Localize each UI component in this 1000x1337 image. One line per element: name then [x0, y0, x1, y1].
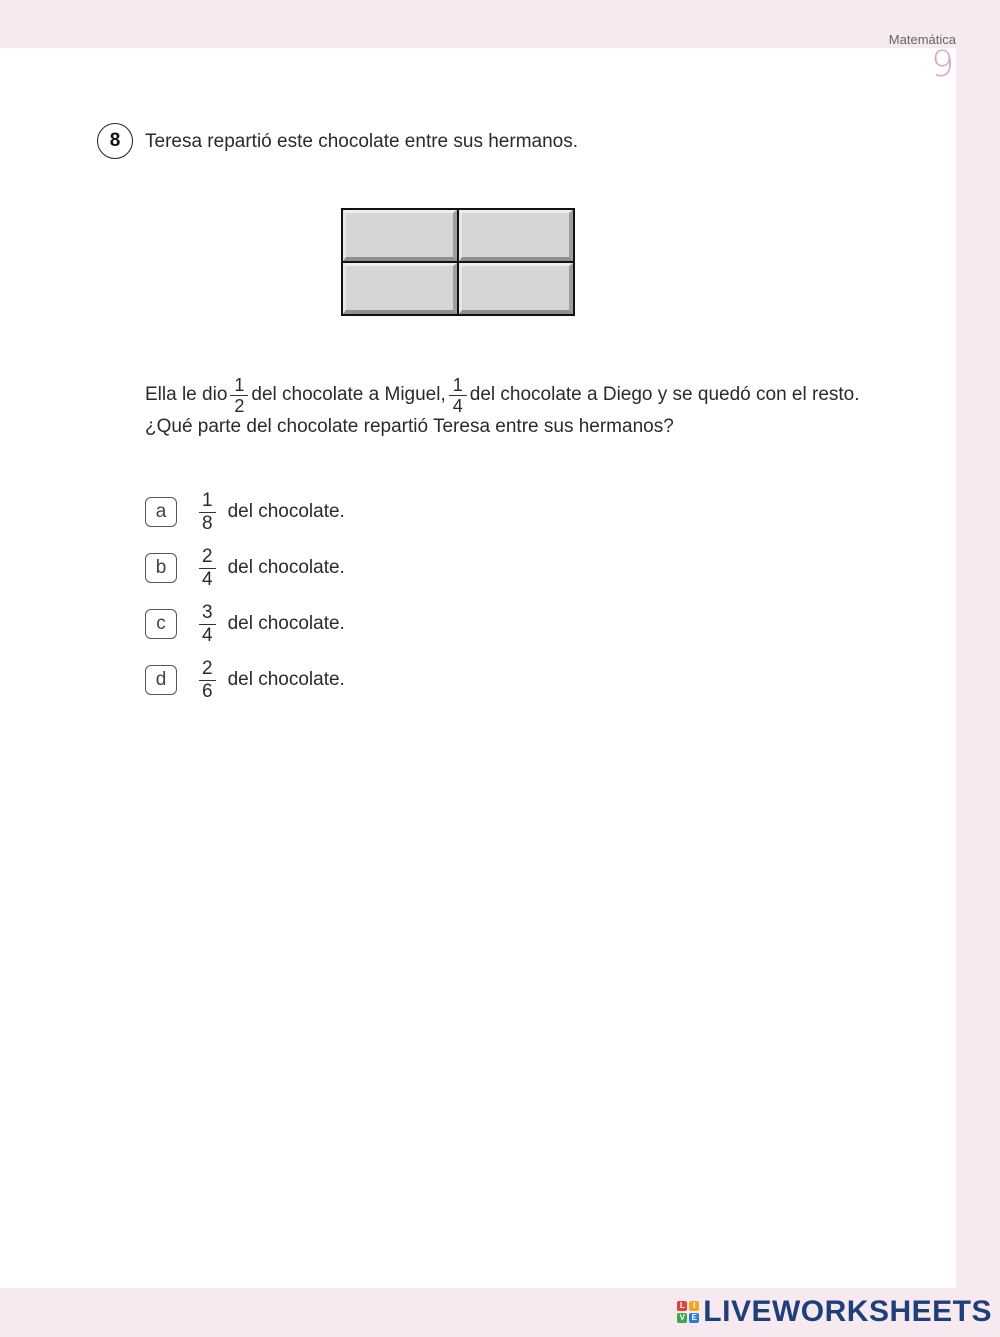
- option-d[interactable]: [145, 652, 345, 708]
- fraction-denominator: 4: [202, 624, 213, 646]
- logo-letter: E: [689, 1313, 699, 1323]
- fraction-denominator: 6: [202, 680, 213, 702]
- fraction-denominator: 4: [202, 568, 213, 590]
- fraction-miguel: [230, 375, 248, 416]
- option-c[interactable]: [145, 596, 345, 652]
- option-fraction: [199, 490, 216, 535]
- fraction-denominator: 2: [234, 395, 245, 416]
- liveworksheets-icon: [677, 1301, 699, 1323]
- fraction-numerator: 2: [199, 546, 216, 569]
- fraction-numerator: 1: [449, 375, 467, 396]
- fraction-numerator: 1: [199, 490, 216, 513]
- page-number: 9: [931, 44, 954, 85]
- brand-name: LIVEWORKSHEETS: [703, 1295, 992, 1328]
- option-text: del chocolate.: [227, 501, 345, 522]
- fraction-diego: [449, 375, 467, 416]
- question-line: ¿Qué parte del chocolate repartió Teresa entre sus hermanos?: [145, 416, 674, 437]
- statement-text-1: Ella le dio: [145, 384, 228, 405]
- option-letter-box[interactable]: d: [145, 665, 177, 695]
- statement-text-2: del chocolate a Miguel,: [251, 384, 446, 405]
- chocolate-piece: [459, 263, 573, 314]
- statement-line: [145, 372, 860, 418]
- question-number: 8: [97, 123, 133, 159]
- option-letter-box[interactable]: b: [145, 553, 177, 583]
- chocolate-bar-image: [341, 208, 575, 316]
- question-prompt: Teresa repartió este chocolate entre sus hermanos.: [145, 131, 579, 152]
- logo-letter: I: [689, 1301, 699, 1311]
- option-letter-box[interactable]: a: [145, 497, 177, 527]
- option-a[interactable]: [145, 484, 345, 540]
- option-fraction: [199, 602, 216, 647]
- subject-label: Matemática: [888, 32, 956, 47]
- logo-letter: V: [677, 1313, 687, 1323]
- fraction-numerator: 2: [199, 658, 216, 681]
- option-fraction: [199, 658, 216, 703]
- chocolate-piece: [343, 210, 457, 261]
- option-text: del chocolate.: [227, 669, 345, 690]
- statement-text-3: del chocolate a Diego y se quedó con el resto.: [469, 384, 860, 405]
- chocolate-piece: [459, 210, 573, 261]
- option-letter-box[interactable]: c: [145, 609, 177, 639]
- option-text: del chocolate.: [227, 557, 345, 578]
- logo-letter: L: [677, 1301, 687, 1311]
- option-text: del chocolate.: [227, 613, 345, 634]
- fraction-numerator: 1: [230, 375, 248, 396]
- chocolate-piece: [343, 263, 457, 314]
- fraction-denominator: 4: [452, 395, 463, 416]
- liveworksheets-logo[interactable]: [677, 1295, 992, 1329]
- option-fraction: [199, 546, 216, 591]
- option-b[interactable]: [145, 540, 345, 596]
- fraction-numerator: 3: [199, 602, 216, 625]
- fraction-denominator: 8: [202, 512, 213, 534]
